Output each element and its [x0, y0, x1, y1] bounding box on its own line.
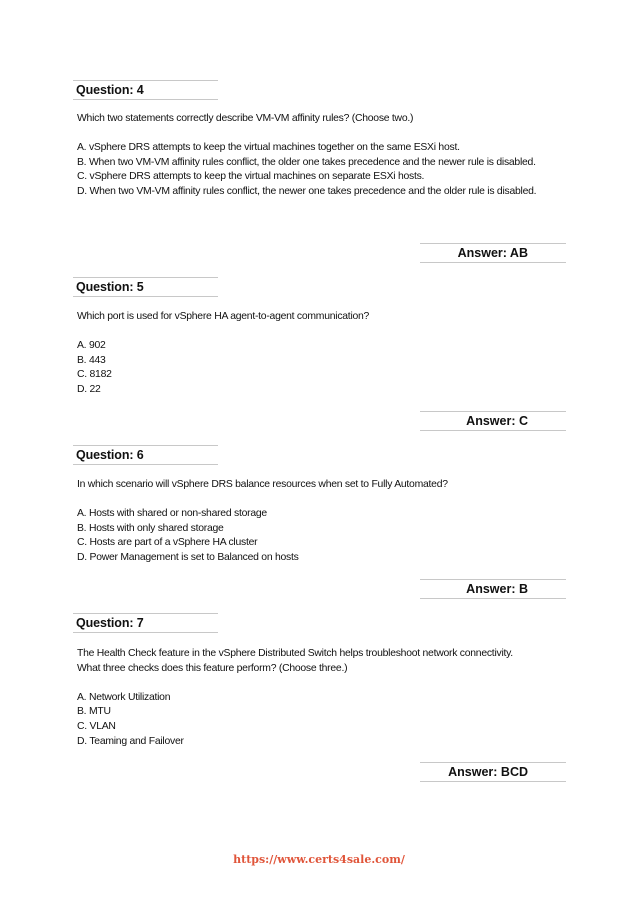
- option-b: B. When two VM-VM affinity rules conflict, the older one takes precedence and the newer rule is disabled.: [77, 156, 536, 168]
- question-stem-line2: What three checks does this feature perform? (Choose three.): [77, 662, 348, 674]
- answer-box: [420, 762, 566, 782]
- question-stem: Which port is used for vSphere HA agent-to-agent communication?: [77, 311, 370, 322]
- question-heading: [73, 613, 218, 633]
- option-b: B. 443: [77, 354, 106, 366]
- option-a: A. vSphere DRS attempts to keep the virtual machines together on the same ESXi host.: [77, 142, 460, 154]
- question-number: Question: 5: [76, 280, 144, 294]
- question-heading: [73, 80, 218, 100]
- question-body: [77, 478, 562, 566]
- answer-text: Answer: AB: [457, 246, 528, 260]
- question-body: [77, 647, 562, 749]
- question-number: Question: 4: [76, 83, 144, 97]
- answer-text: Answer: B: [466, 582, 528, 596]
- question-stem: The Health Check feature in the vSphere Distributed Switch helps troubleshoot network connectivity.: [77, 648, 513, 659]
- answer-box: [420, 411, 566, 431]
- question-number: Question: 7: [76, 616, 144, 630]
- question-number: Question: 6: [76, 448, 144, 462]
- option-d: D. Power Management is set to Balanced on hosts: [77, 551, 299, 563]
- option-c: C. vSphere DRS attempts to keep the virtual machines on separate ESXi hosts.: [77, 171, 425, 183]
- question-stem: Which two statements correctly describe VM-VM affinity rules? (Choose two.): [77, 113, 414, 124]
- option-c: C. 8182: [77, 369, 112, 381]
- question-stem: In which scenario will vSphere DRS balance resources when set to Fully Automated?: [77, 479, 448, 490]
- answer-text: Answer: BCD: [448, 765, 528, 779]
- footer-link[interactable]: https://www.certs4sale.com/: [233, 853, 405, 866]
- answer-box: [420, 579, 566, 599]
- option-b: B. Hosts with only shared storage: [77, 522, 224, 534]
- option-a: A. Hosts with shared or non-shared storage: [77, 508, 267, 520]
- option-c: C. Hosts are part of a vSphere HA cluster: [77, 537, 258, 549]
- question-body: [77, 112, 562, 200]
- option-a: A. Network Utilization: [77, 691, 171, 703]
- question-heading: [73, 277, 218, 297]
- question-body: [77, 310, 562, 398]
- option-b: B. MTU: [77, 706, 111, 718]
- option-c: C. VLAN: [77, 720, 116, 732]
- answer-text: Answer: C: [466, 414, 528, 428]
- option-d: D. Teaming and Failover: [77, 735, 184, 747]
- answer-box: [420, 243, 566, 263]
- question-heading: [73, 445, 218, 465]
- option-d: D. 22: [77, 383, 101, 395]
- option-d: D. When two VM-VM affinity rules conflict, the newer one takes precedence and the older rule is disabled.: [77, 185, 537, 197]
- option-a: A. 902: [77, 340, 106, 352]
